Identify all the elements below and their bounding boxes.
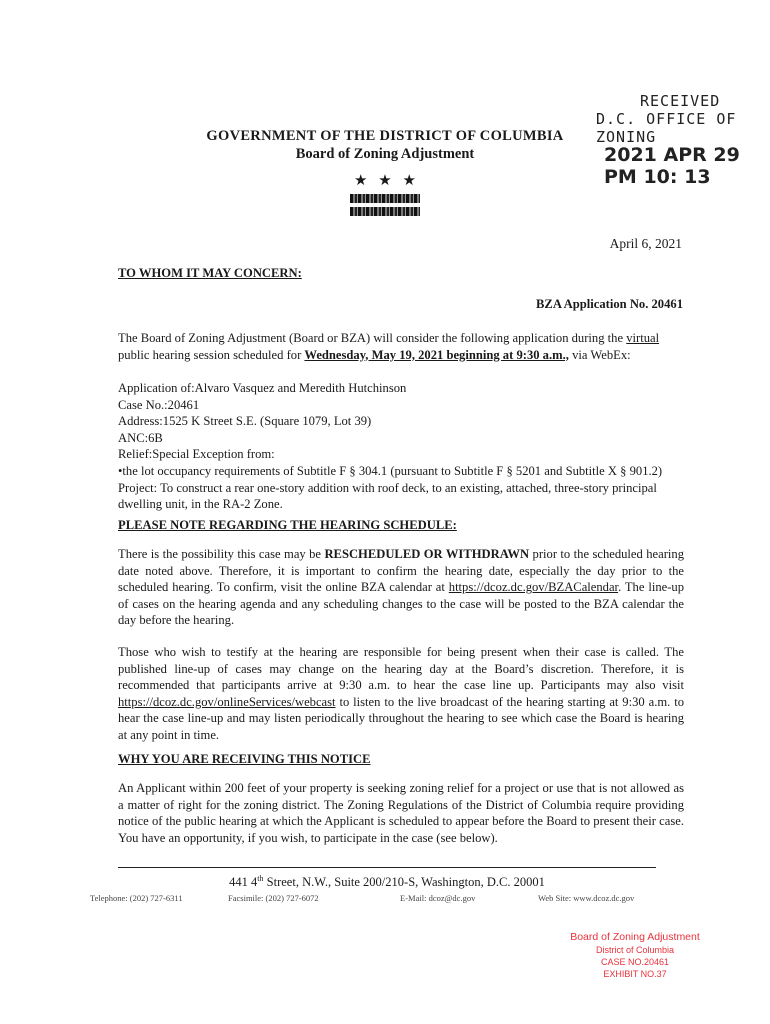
letterhead-board: Board of Zoning Adjustment	[295, 146, 475, 162]
why-heading: WHY YOU ARE RECEIVING THIS NOTICE	[118, 752, 371, 766]
exhibit-district: District of Columbia	[595, 945, 675, 955]
star-icon: ★	[354, 173, 368, 189]
intro-virtual: virtual	[626, 331, 660, 345]
footer-facsimile: Facsimile: (202) 727-6072	[228, 893, 319, 903]
bza-calendar-link[interactable]: https://dcoz.dc.gov/BZACalendar	[448, 580, 619, 595]
application-number: BZA Application No. 20461	[536, 297, 683, 311]
flag-bar-top	[350, 194, 420, 203]
flag-bar-bottom	[350, 207, 420, 216]
testify-text-2: to listen to the live broadcast of the hearing starting at 9:30 a.m. to hear the case line-up and may listen periodically throughout the hearing to see which case the Board is hearing at any point in time.	[118, 694, 684, 742]
testify-text-1: Those who wish to testify at the hearing are responsible for being present when their case is called. The published line-up of cases may change on the hearing day at the Board’s discretion. Therefore, it is recommended that participants arrive at 9:30 a.m. to hear the case line up. Participants may also visit	[118, 645, 684, 693]
letter-date: April 6, 2021	[609, 236, 682, 251]
address-line: Address:1525 K Street S.E. (Square 1079, Lot 39)	[118, 414, 372, 429]
schedule-text-1: There is the possibility this case may be	[118, 547, 325, 561]
footer-website[interactable]: Web Site: www.dcoz.dc.gov	[538, 893, 635, 903]
application-details	[118, 380, 684, 513]
schedule-text-3: . The line-up of cases on the hearing agenda and any scheduling changes to the case will be posted to the BZA calendar the day before the hearing.	[118, 580, 684, 628]
star-icon: ★	[402, 173, 416, 189]
intro-text-2: public hearing session scheduled for	[118, 347, 305, 362]
footer-telephone: Telephone: (202) 727-6311	[90, 893, 183, 903]
hearing-date: Wednesday, May 19, 2021 beginning at 9:30 a.m.,	[304, 347, 569, 362]
why-paragraph: An Applicant within 200 feet of your property is seeking zoning relief for a project or use that is not allowed as a matter of right for the zoning district. The Zoning Regulations of the District of Columbia require providing notice of the public hearing at which the Applicant is scheduled to appear before the Board to present their case. You have an opportunity, if you wish, to participate in the case (see below).	[118, 781, 684, 845]
schedule-paragraph-2	[118, 644, 684, 744]
schedule-text-2: prior to the scheduled hearing date noted above. Therefore, it is important to confirm the hearing date, especially the day prior to the scheduled hearing. To confirm, visit the online BZA calendar at	[118, 547, 684, 595]
address-number: 441 4	[229, 875, 258, 890]
exhibit-number: EXHIBIT NO.37	[603, 969, 667, 979]
intro-text-3: via WebEx:	[568, 347, 631, 362]
project-line: Project: To construct a rear one-story addition with roof deck, to an existing, attached, three-story principal dwelling unit, in the RA-2 Zone.	[118, 480, 657, 512]
relief-line: Relief:Special Exception from:	[118, 447, 275, 462]
webcast-link[interactable]: https://dcoz.dc.gov/onlineServices/webcast	[118, 694, 336, 709]
letterhead-government: GOVERNMENT OF THE DISTRICT OF COLUMBIA	[206, 128, 564, 144]
footer-address	[118, 874, 656, 890]
applicant-line: Application of:Alvaro Vasquez and Meredith Hutchinson	[118, 381, 407, 395]
schedule-heading: PLEASE NOTE REGARDING THE HEARING SCHEDULE:	[118, 518, 457, 532]
exhibit-board: Board of Zoning Adjustment	[570, 931, 700, 943]
footer-email[interactable]: E-Mail: dcoz@dc.gov	[400, 893, 476, 903]
case-number-line: Case No.:20461	[118, 397, 200, 412]
exhibit-case: CASE NO.20461	[600, 957, 670, 967]
relief-item: •the lot occupancy requirements of Subtitle F § 304.1 (pursuant to Subtitle F § 5201 and Subtitle X § 901.2)	[118, 463, 663, 478]
footer-divider	[118, 867, 656, 868]
address-rest: Street, N.W., Suite 200/210-S, Washington, D.C. 20001	[263, 875, 545, 890]
intro-paragraph	[118, 330, 684, 363]
salutation: TO WHOM IT MAY CONCERN:	[118, 266, 302, 280]
exhibit-stamp	[560, 930, 710, 980]
address-suffix: th	[257, 874, 264, 883]
dc-flag-logo	[350, 172, 420, 216]
rescheduled-warning: RESCHEDULED OR WITHDRAWN	[324, 547, 530, 561]
received-stamp-datetime: 2021 APR 29 PM 10: 13	[604, 144, 740, 188]
star-icon: ★	[378, 173, 392, 189]
received-stamp-line1: RECEIVED	[640, 92, 721, 110]
intro-text-1: The Board of Zoning Adjustment (Board or BZA) will consider the following application during the	[118, 331, 627, 345]
schedule-paragraph-1	[118, 546, 684, 629]
received-stamp-office: D.C. OFFICE OF ZONING	[596, 110, 737, 146]
anc-line: ANC:6B	[118, 430, 163, 445]
